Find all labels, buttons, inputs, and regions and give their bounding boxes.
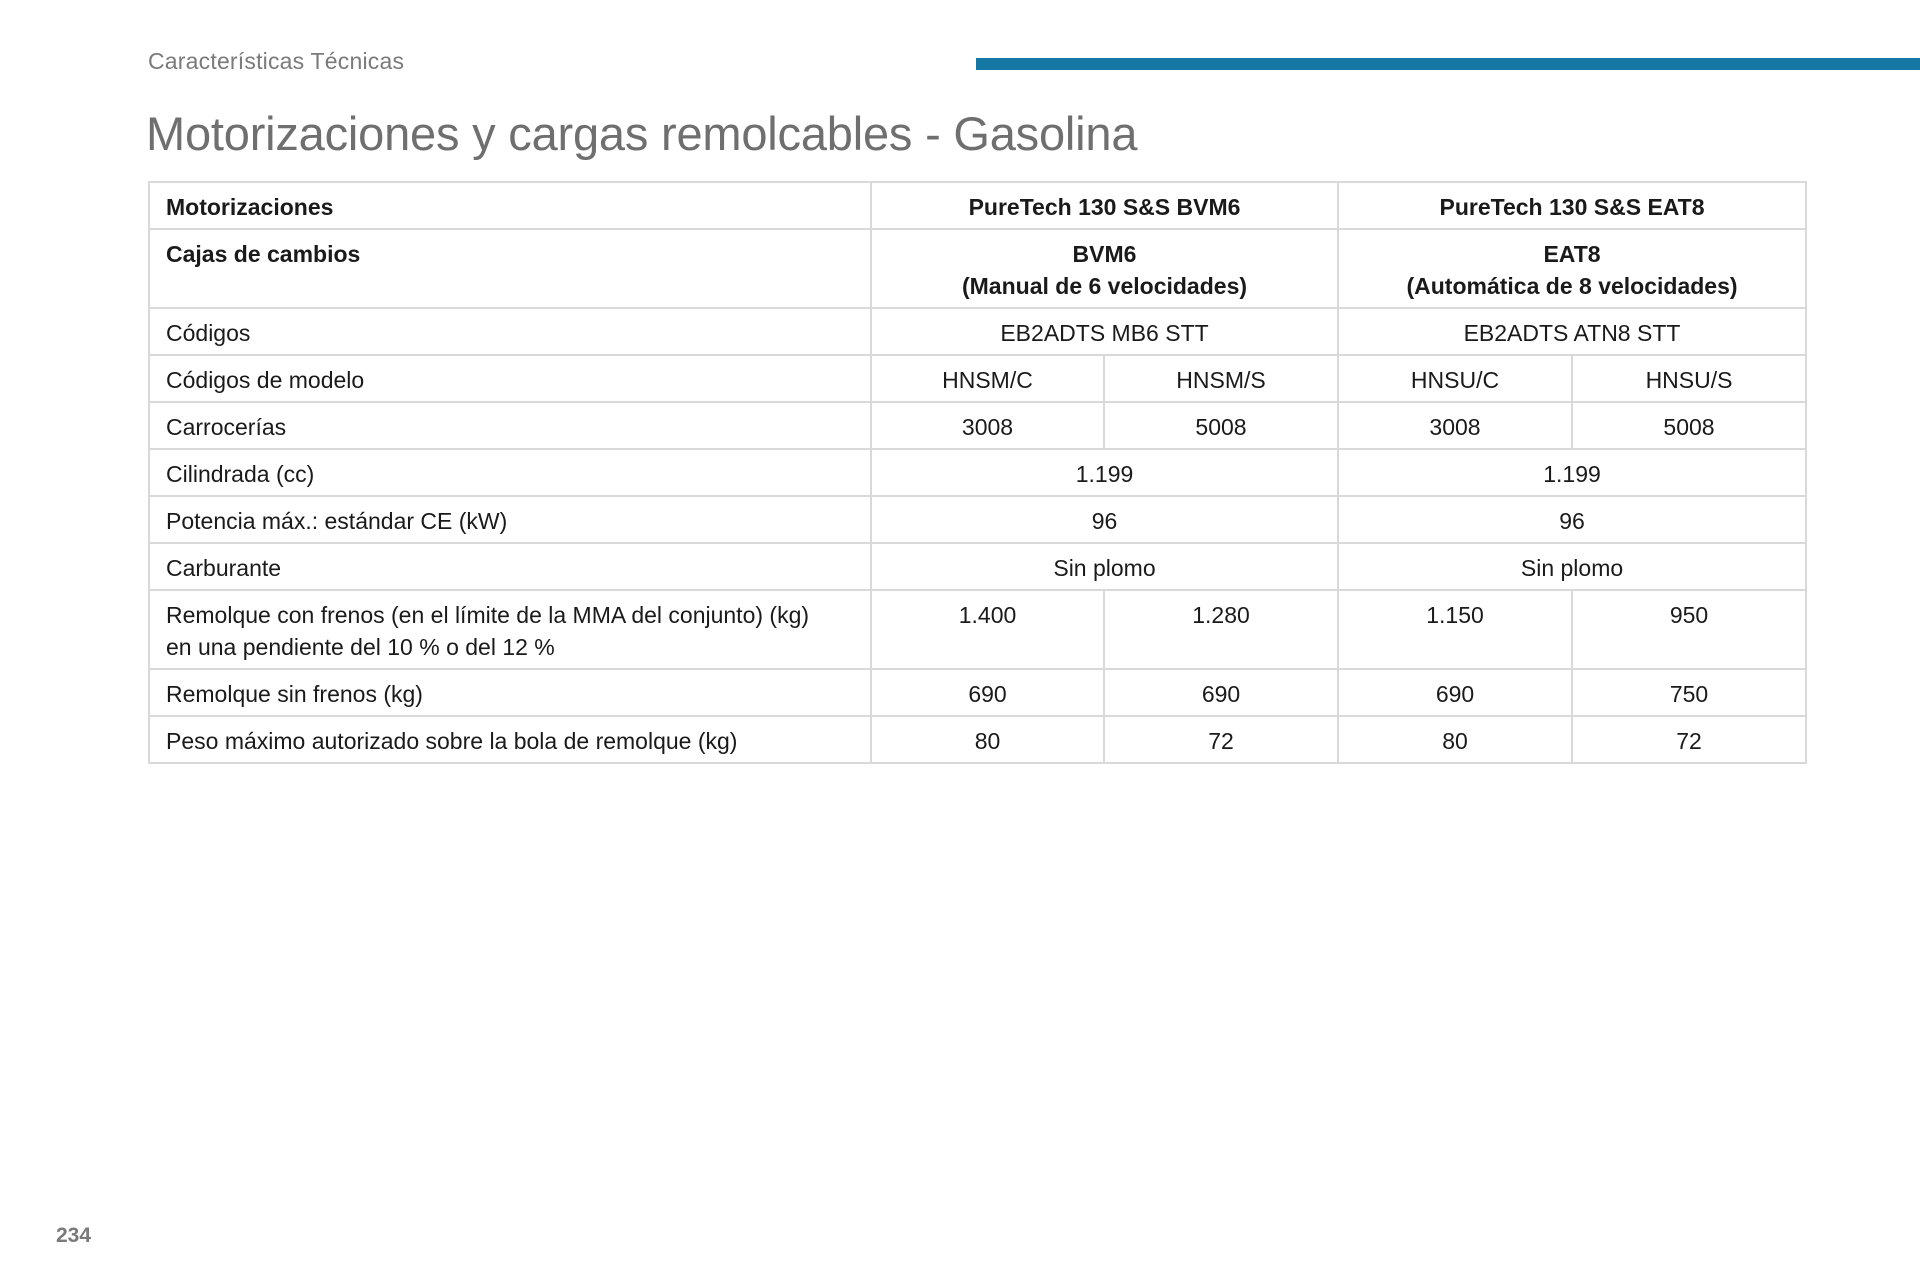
engine-1-cell: PureTech 130 S&S BVM6 (871, 182, 1338, 229)
table-row-max-power (149, 496, 1806, 543)
gearbox-1-code: BVM6 (1072, 241, 1137, 267)
table-cell: Sin plomo (1338, 543, 1806, 590)
table-row-gearboxes (149, 229, 1806, 308)
specifications-table (148, 181, 1807, 764)
table-cell: 1.199 (871, 449, 1338, 496)
table-row-engines (149, 182, 1806, 229)
gearbox-2-cell (1338, 229, 1806, 308)
table-row-fuel (149, 543, 1806, 590)
table-row-displacement (149, 449, 1806, 496)
table-row-model-codes (149, 355, 1806, 402)
row-label: Motorizaciones (149, 182, 871, 229)
table-cell: 5008 (1572, 402, 1806, 449)
table-cell: Sin plomo (871, 543, 1338, 590)
table-row-towball-load (149, 716, 1806, 763)
table-cell: 3008 (1338, 402, 1572, 449)
row-label: Cilindrada (cc) (149, 449, 871, 496)
table-cell: 1.400 (871, 590, 1104, 669)
table-cell: 690 (1338, 669, 1572, 716)
row-label: Carrocerías (149, 402, 871, 449)
table-row-bodies (149, 402, 1806, 449)
table-cell: 80 (871, 716, 1104, 763)
row-label-line-2: en una pendiente del 10 % o del 12 % (166, 634, 555, 660)
table-cell: 80 (1338, 716, 1572, 763)
table-row-braked-trailer (149, 590, 1806, 669)
row-label: Potencia máx.: estándar CE (kW) (149, 496, 871, 543)
header-accent-bar (976, 58, 1920, 70)
code-1-cell: EB2ADTS MB6 STT (871, 308, 1338, 355)
table-cell: HNSM/C (871, 355, 1104, 402)
table-cell: 96 (1338, 496, 1806, 543)
table-cell: 72 (1572, 716, 1806, 763)
code-2-cell: EB2ADTS ATN8 STT (1338, 308, 1806, 355)
row-label: Cajas de cambios (149, 229, 871, 308)
row-label: Peso máximo autorizado sobre la bola de remolque (kg) (149, 716, 871, 763)
table-cell: 1.199 (1338, 449, 1806, 496)
table-cell: 690 (871, 669, 1104, 716)
row-label (149, 590, 871, 669)
gearbox-2-code: EAT8 (1543, 241, 1601, 267)
table-cell: 1.150 (1338, 590, 1572, 669)
table-cell: HNSM/S (1104, 355, 1338, 402)
table-cell: 3008 (871, 402, 1104, 449)
table-cell: 690 (1104, 669, 1338, 716)
row-label: Carburante (149, 543, 871, 590)
table-cell: 950 (1572, 590, 1806, 669)
table-cell: 750 (1572, 669, 1806, 716)
table-cell: 96 (871, 496, 1338, 543)
row-label: Remolque sin frenos (kg) (149, 669, 871, 716)
table-cell: 72 (1104, 716, 1338, 763)
row-label: Códigos de modelo (149, 355, 871, 402)
engine-2-cell: PureTech 130 S&S EAT8 (1338, 182, 1806, 229)
table-cell: 5008 (1104, 402, 1338, 449)
page-number: 234 (56, 1224, 92, 1247)
gearbox-2-description: (Automática de 8 velocidades) (1406, 273, 1738, 299)
section-header: Características Técnicas (148, 48, 405, 74)
table-row-unbraked-trailer (149, 669, 1806, 716)
table-cell: HNSU/C (1338, 355, 1572, 402)
gearbox-1-description: (Manual de 6 velocidades) (961, 273, 1248, 299)
page-title: Motorizaciones y cargas remolcables - Gasolina (146, 107, 1138, 160)
table-cell: HNSU/S (1572, 355, 1806, 402)
table-row-codes (149, 308, 1806, 355)
row-label-line-1: Remolque con frenos (en el límite de la MMA del conjunto) (kg) (166, 602, 810, 628)
table-cell: 1.280 (1104, 590, 1338, 669)
gearbox-1-cell (871, 229, 1338, 308)
row-label: Códigos (149, 308, 871, 355)
